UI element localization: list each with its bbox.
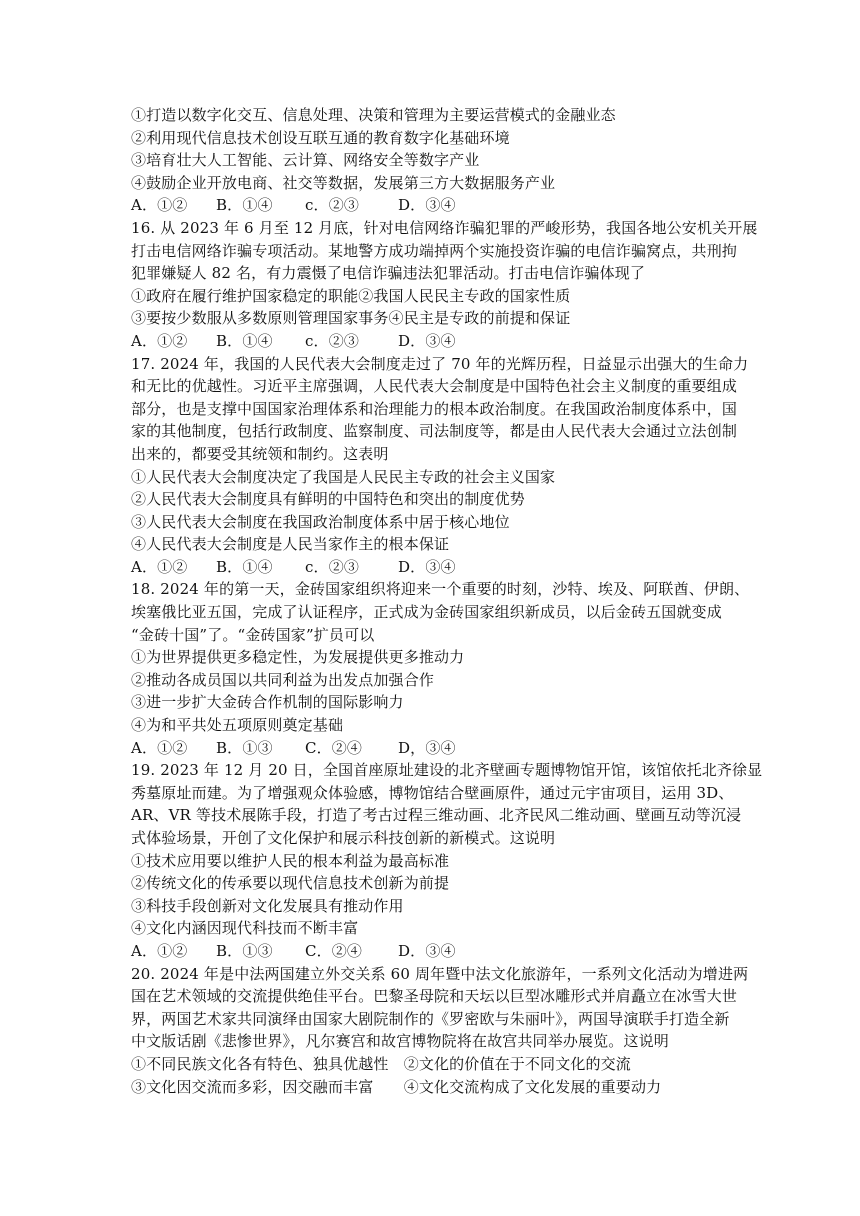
option-line: ④为和平共处五项原则奠定基础	[131, 716, 344, 735]
question-19	[131, 759, 763, 962]
option-line: ①技术应用要以维护人民的根本利益为最高标准	[131, 851, 450, 870]
question-stem-line: “金砖十国”了。“金砖国家”扩员可以	[131, 625, 375, 644]
choice-b: B．①④	[216, 557, 273, 576]
choice-a: A．①②	[131, 196, 188, 215]
question-stem-line: 18. 2024 年的第一天，金砖国家组织将迎来一个重要的时刻，沙特、埃及、阿联酋、伊朗、	[131, 580, 750, 599]
question-stem-line: 中文版话剧《悲惨世界》，凡尔赛宫和故宫博物院将在故宫共同举办展览。这说明	[131, 1032, 669, 1051]
question-stem-line: 19. 2023 年 12 月 20 日，全国首座原址建设的北齐壁画专题博物馆开馆，该馆依托北齐徐显	[131, 761, 763, 780]
answer-choices	[131, 194, 731, 217]
choice-d: D，③④	[398, 738, 456, 757]
choice-a: A．①②	[131, 941, 188, 960]
answer-choices	[131, 940, 731, 963]
answer-choices	[131, 330, 731, 353]
option-line: ③要按少数服从多数原则管理国家事务④民主是专政的前提和保证	[131, 309, 571, 328]
option-line: ②利用现代信息技术创设互联互通的教育数字化基础环境	[131, 128, 510, 147]
choice-a: A．①②	[131, 738, 188, 757]
choice-d: D．③④	[398, 557, 456, 576]
question-stem-line: 家的其他制度，包括行政制度、监察制度、司法制度等，都是由人民代表大会通过立法创制	[131, 422, 738, 441]
question-stem-line: 秀墓原址而建。为了增强观众体验感，博物馆结合壁画原件，通过元宇宙项目，运用 3D、	[131, 783, 734, 802]
choice-a: A．①②	[131, 557, 188, 576]
choice-c: c．②③	[305, 557, 360, 576]
option-line: ④鼓励企业开放电商、社交等数据，发展第三方大数据服务产业	[131, 173, 556, 192]
answer-choices	[131, 737, 731, 760]
choice-b: B．①④	[216, 196, 273, 215]
choice-b: B．①③	[216, 738, 273, 757]
choice-c: c．②③	[305, 331, 360, 350]
option-line: ④人民代表大会制度是人民当家作主的根本保证	[131, 535, 450, 554]
choice-b: B．①④	[216, 331, 273, 350]
option-line: ②推动各成员国以共同利益为出发点加强合作	[131, 670, 435, 689]
question-16	[131, 217, 758, 353]
option-line: ③人民代表大会制度在我国政治制度体系中居于核心地位	[131, 512, 510, 531]
choice-a: A．①②	[131, 331, 188, 350]
answer-choices	[131, 556, 731, 579]
option-line: ①打造以数字化交互、信息处理、决策和管理为主要运营模式的金融业态	[131, 106, 616, 124]
question-17	[131, 353, 749, 579]
question-stem-line: 界，两国艺术家共同演绎由国家大剧院制作的《罗密欧与朱丽叶》，两国导演联手打造全新	[131, 1009, 730, 1028]
choice-b: B．①③	[216, 941, 273, 960]
option-line: ③科技手段创新对文化发展具有推动作用	[131, 896, 404, 915]
question-15-options	[131, 104, 731, 217]
choice-c: C．②④	[305, 941, 363, 960]
question-stem-line: 17. 2024 年，我国的人民代表大会制度走过了 70 年的光辉历程，日益显示出强大的生命力	[131, 354, 749, 373]
question-stem-line: 打击电信网络诈骗专项活动。某地警方成功端掉两个实施投资诈骗的电信诈骗窝点，共刑拘	[131, 241, 738, 260]
option-line: ②传统文化的传承要以现代信息技术创新为前提	[131, 874, 450, 893]
question-stem-line: 国在艺术领域的交流提供绝佳平台。巴黎圣母院和天坛以巨型冰雕形式并肩矗立在冰雪大世	[131, 987, 738, 1006]
question-stem-line: 出来的，都要受其统领和制约。这表明	[131, 444, 389, 463]
question-stem-line: 和无比的优越性。习近平主席强调，人民代表大会制度是中国特色社会主义制度的重要组成	[131, 377, 738, 396]
question-stem-line: 16. 从 2023 年 6 月至 12 月底，针对电信网络诈骗犯罪的严峻形势，我国各地公安机关开展	[131, 218, 758, 237]
option-line: ③文化因交流而多彩，因交融而丰富 ④文化交流构成了文化发展的重要动力	[131, 1077, 662, 1096]
choice-c: C．②④	[305, 738, 363, 757]
choice-c: c．②③	[305, 196, 360, 215]
option-line: ①为世界提供更多稳定性，为发展提供更多推动力	[131, 648, 465, 667]
question-stem-line: 埃塞俄比亚五国，完成了认证程序，正式成为金砖国家组织新成员，以后金砖五国就变成	[131, 603, 722, 622]
exam-page	[131, 104, 763, 1098]
option-line: ④文化内涵因现代科技而不断丰富	[131, 919, 359, 938]
question-stem-line: 部分，也是支撑中国国家治理体系和治理能力的根本政治制度。在我国政治制度体系中，国	[131, 399, 738, 418]
question-stem-line: AR、VR 等技术展陈手段，打造了考古过程三维动画、北齐民风二维动画、壁画互动等沉浸	[131, 806, 742, 825]
option-line: ③培育壮大人工智能、云计算、网络安全等数字产业	[131, 151, 480, 170]
choice-d: D．③④	[398, 941, 456, 960]
question-18	[131, 578, 750, 759]
question-20	[131, 963, 749, 1099]
option-line: ③进一步扩大金砖合作机制的国际影响力	[131, 693, 404, 712]
choice-d: D．③④	[398, 196, 456, 215]
question-stem-line: 20. 2024 年是中法两国建立外交关系 60 周年暨中法文化旅游年，一系列文化活动为增进两	[131, 964, 749, 983]
question-stem-line: 犯罪嫌疑人 82 名，有力震慑了电信诈骗违法犯罪活动。打击电信诈骗体现了	[131, 264, 646, 283]
question-stem-line: 式体验场景，开创了文化保护和展示科技创新的新模式。这说明	[131, 829, 556, 847]
option-line: ①不同民族文化各有特色、独具优越性 ②文化的价值在于不同文化的交流	[131, 1054, 631, 1073]
choice-d: D．③④	[398, 331, 456, 350]
option-line: ②人民代表大会制度具有鲜明的中国特色和突出的制度优势	[131, 490, 525, 509]
option-line: ①人民代表大会制度决定了我国是人民民主专政的社会主义国家	[131, 467, 556, 486]
option-line: ①政府在履行维护国家稳定的职能②我国人民民主专政的国家性质	[131, 286, 571, 305]
